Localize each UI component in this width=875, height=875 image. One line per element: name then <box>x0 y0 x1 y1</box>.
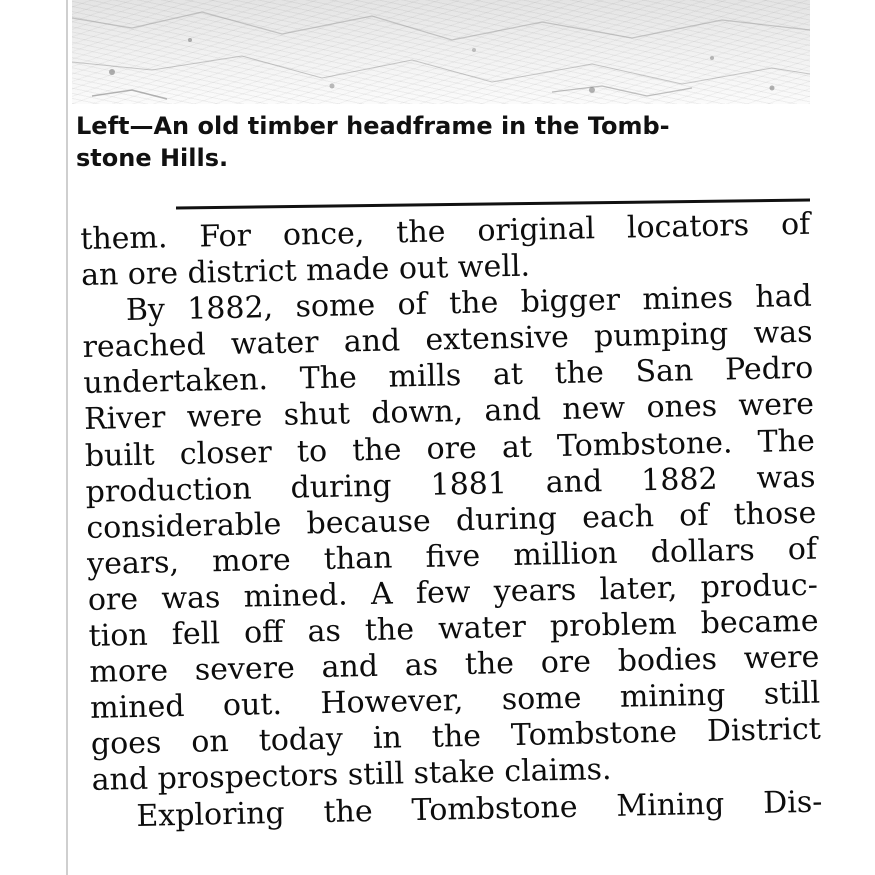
caption-line-2: stone Hills. <box>76 144 229 172</box>
body-line-10: years, more than five million dollars of <box>86 531 818 582</box>
body-line-16: and prospectors still stake claims. <box>91 752 612 799</box>
photo-bottom-edge <box>72 0 810 104</box>
body-line-6: River were shut down, and new ones were <box>83 387 815 438</box>
body-line-13: more severe and as the ore bodies were <box>89 639 820 691</box>
article-body <box>80 207 823 836</box>
body-line-3: By 1882, some of the bigger mines had <box>125 278 813 329</box>
body-line-12: tion fell off as the water problem became <box>88 603 819 654</box>
body-line-1: them. For once, the original locators of <box>80 206 811 257</box>
page-edge-shadow <box>66 0 68 875</box>
photo-caption <box>76 110 816 174</box>
body-line-11: ore was mined. A few years later, produc- <box>87 567 819 618</box>
body-line-15: goes on today in the Tombstone District <box>90 711 822 763</box>
caption-line-1: Left—An old timber headframe in the Tomb- <box>76 112 670 140</box>
body-line-5: undertaken. The mills at the San Pedro <box>83 351 814 402</box>
body-line-2: an ore district made out well. <box>80 248 531 294</box>
body-line-4: reached water and extensive pumping was <box>82 314 813 366</box>
body-line-9: considerable because during each of those <box>86 495 817 546</box>
photo-texture <box>72 0 810 104</box>
body-line-14: mined out. However, some mining still <box>89 675 821 727</box>
body-line-8: production during 1881 and 1882 was <box>85 459 816 510</box>
body-line-7: built closer to the ore at Tombstone. The <box>84 423 816 474</box>
body-line-17: Exploring the Tombstone Mining Dis- <box>136 784 823 834</box>
